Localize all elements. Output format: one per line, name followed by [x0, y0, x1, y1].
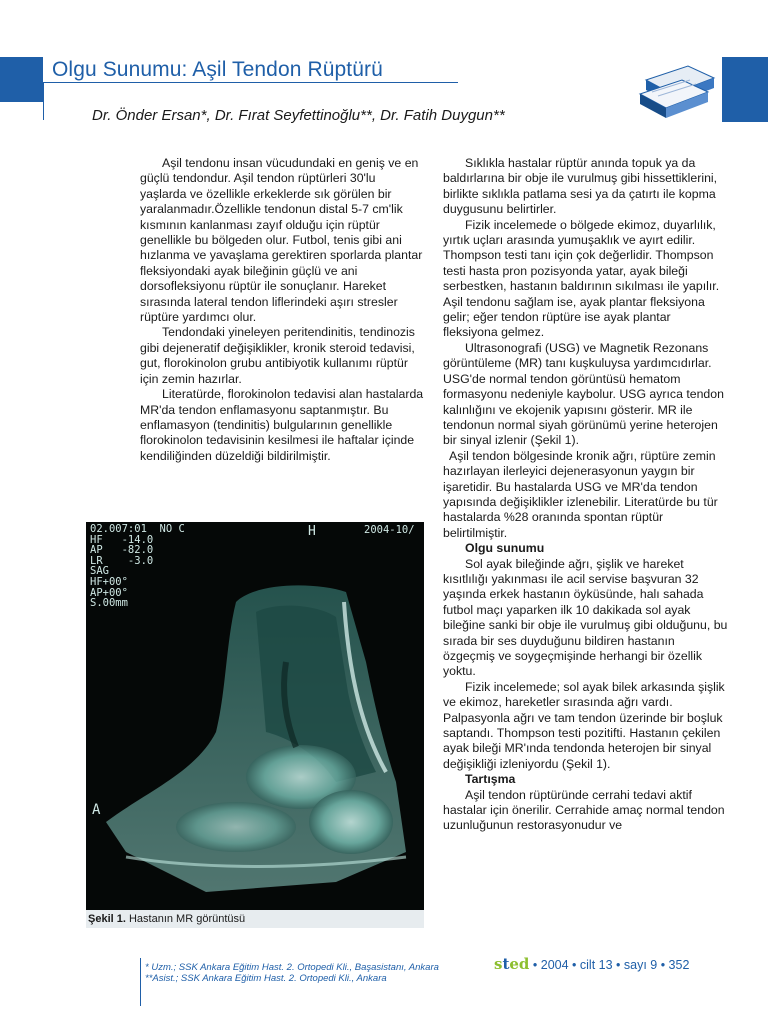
left-column [140, 156, 424, 464]
journal-logo-t: t [502, 955, 510, 973]
figure-caption-label: Şekil 1. [88, 913, 126, 925]
journal-logo-s: s [494, 955, 503, 973]
footnote-line: * Uzm.; SSK Ankara Eğitim Hast. 2. Ortopedi Kli., Başasistanı, Ankara [145, 962, 439, 973]
mri-figure [86, 522, 424, 910]
body-paragraph: Aşil tendon rüptüründe cerrahi tedavi aktif hastalar için önerilir. Cerrahide amaç normal tendon uzunluğunun restorasyonudur ve [443, 787, 725, 833]
body-paragraph: Aşil tendon bölgesinde kronik ağrı, rüptüre zemin hazırlayan ilerleyici dejenerasyonun yaygın bir işaretidir. Bu hastalarda USG ve MR'da tendon yapısında değişiklikler izlenebilir. Literatürde bu tür hastalarda %28 oranında spontan rüptür belirtilmiştir. [443, 448, 718, 540]
mri-orientation-top: H [308, 524, 316, 539]
footnote-divider [140, 958, 141, 1006]
body-paragraph: Aşil tendonu insan vücudundaki en geniş ve en güçlü tendondur. Aşil tendon rüptürleri 30'lu yaşlarda ve özellikle erkeklerde sık görülen bir yaralanmadır.Özellikle tendonun distal 5-7 cm'lik kısmının kanlanması zayıf olduğu için rüptür genellikle bu bölgeden olur. Futbol, tenis gibi ani hızlanma ve yavaşlama gerektiren sporlarda plantar fleksiyondaki ayak bileğinin güçlü ve ani dorsofleksiyonu rüptür ile sonuçlanır. Hareket sırasında lateral tendon liflerindeki aşırı stresler rüptüre yardımcı olur. [140, 156, 423, 325]
body-paragraph: Sol ayak bileğinde ağrı, şişlik ve hareket kısıtlılığı yakınması ile acil servise başvuran 32 yaşında erkek hastanın öyküsünde, halı sahada futbol maçı yaparken ilk 10 dakikada sol ayak bileğine sanki bir obje ile vurulmuş gibi olduğunu, bu sırada bir ses duyduğunu bildiren hastanın özgeçmiş ve soygeçmişinde herhangi bir özellik yoktu. [443, 556, 728, 679]
body-paragraph: Fizik incelemede o bölgede ekimoz, duyarlılık, yırtık uçları arasında yumuşaklık ve ayırt edilir. Thompson testi tanı için çok değerlidir. Thompson testi hasta pron pozisyonda yatar, ayak bileği serbestken, hastanın baldırının sıkılması ile yapılır. Aşil tendonu sağlam ise, ayak plantar fleksiyona gelir; eğer tendon rüptüre ise ayak plantar fleksiyona gelmez. [443, 217, 720, 340]
body-paragraph: Ultrasonografi (USG) ve Magnetik Rezonans görüntüleme (MR) tanı kuşkuluysa yardımcıdırlar. USG'de normal tendon görüntüsü hematom formasyonu nedeniyle kaybolur. USG ayrıca tendon kalınlığını ve ekojenik yapısını gösterir. MR ile tendonun normal siyah görünümü yerine heterojen bir sinyal izlenir (Şekil 1). [443, 340, 724, 448]
body-paragraph: Fizik incelemede; sol ayak bilek arkasında şişlik ve ekimoz, hareketler sırasında ağrı vardı. Palpasyonla ağrı ve tam tendon üzerinde bir boşluk saptandı. Thompson testi pozitifti. Hastanın çekilen ayak bileği MR'ında tendonda heterojen bir sinyal değişikliği izleniyordu (Şekil 1). [443, 679, 725, 771]
footnotes [145, 962, 439, 984]
figure-caption-text: Hastanın MR görüntüsü [125, 913, 246, 925]
section-heading: Olgu sunumu [465, 541, 545, 556]
body-paragraph: Literatürde, florokinolon tedavisi alan hastalarda MR'da tendon enflamasyonu saptanmıştır. Bu enflamasyon (tendinitis) bulgularının genellikle florokinolon tedavisinin kesilmesi ile haftalar içinde kendiliğinden düzeldiği bildirilmiştir. [140, 387, 424, 463]
article-authors: Dr. Önder Ersan*, Dr. Fırat Seyfettinoğlu**, Dr. Fatih Duygun** [92, 107, 505, 124]
header-accent-bar-right [722, 57, 768, 122]
body-paragraph: Tendondaki yineleyen peritendinitis, tendinozis gibi dejeneratif değişiklikler, kronik steroid tedavisi, gut, florokinolon grubu antibiyotik kullanımı rüptür için zemin hazırlar. [140, 325, 415, 386]
mri-orientation-left: A [92, 802, 101, 818]
right-column [443, 156, 728, 834]
article-title: Olgu Sunumu: Aşil Tendon Rüptürü [52, 58, 383, 81]
section-heading: Tartışma [465, 772, 516, 787]
journal-logo [494, 955, 529, 973]
journal-logo-ed: ed [509, 955, 530, 973]
title-underline [43, 82, 458, 83]
journal-citation: • 2004 • cilt 13 • sayı 9 • 352 [529, 958, 690, 972]
page-footer [494, 955, 689, 973]
books-icon [628, 58, 718, 120]
header-divider-vertical [43, 82, 44, 120]
figure-caption [86, 910, 424, 928]
footnote-line: **Asist.; SSK Ankara Eğitim Hast. 2. Ortopedi Kli., Ankara [145, 973, 387, 984]
body-paragraph: Sıklıkla hastalar rüptür anında topuk ya da baldırlarına bir obje ile vurulmuş gibi hissettiklerini, birlikte sıklıkla patlama sesi ya da çatırtı ile kopma duygusunu belirtirler. [443, 156, 718, 217]
header-accent-bar-left [0, 57, 43, 102]
mri-date-label: 2004-10/ [364, 524, 415, 536]
mri-scan-parameters: 02.007:01 NO C HF -14.0 AP -82.0 LR -3.0 SAG HF+00° AP+00° S.00mm [90, 523, 185, 610]
